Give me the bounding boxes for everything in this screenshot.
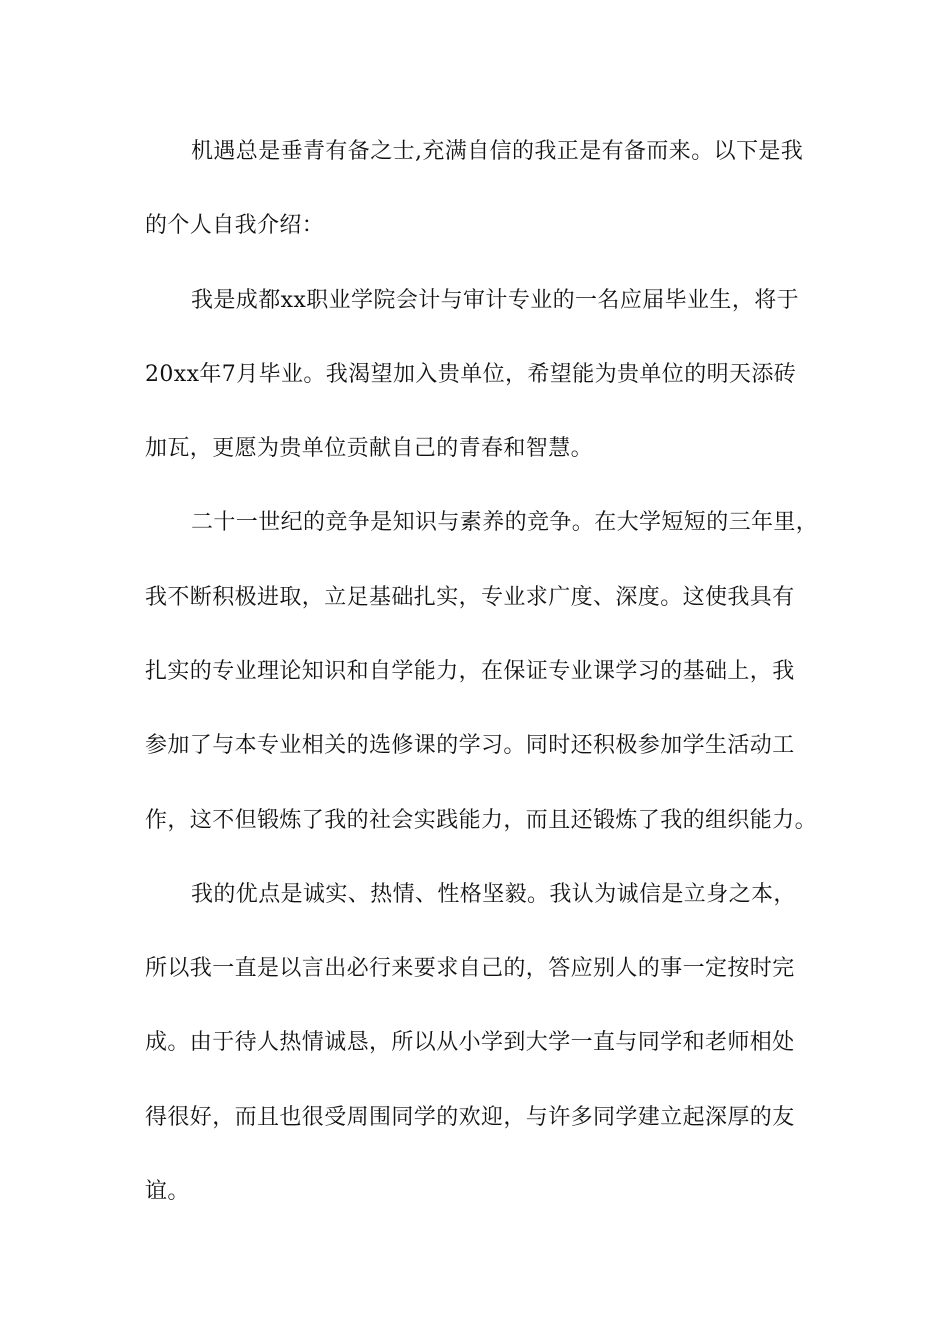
paragraph-line: 作，这不但锻炼了我的社会实践能力，而且还锻炼了我的组织能力。 [145, 808, 818, 833]
paragraph-line: 我不断积极进取，立足基础扎实，专业求广度、深度。这使我具有 [145, 585, 795, 610]
paragraph-line: 加瓦，更愿为贵单位贡献自己的青春和智慧。 [145, 436, 594, 461]
paragraph-line: 机遇总是垂青有备之士,充满自信的我正是有备而来。以下是我 [191, 139, 804, 164]
paragraph-line: 的个人自我介绍： [145, 213, 325, 238]
paragraph-line: 扎实的专业理论知识和自学能力，在保证专业课学习的基础上，我 [145, 659, 795, 684]
paragraph-line: 我是成都xx职业学院会计与审计专业的一名应届毕业生，将于 [191, 288, 800, 313]
paragraph-line: 二十一世纪的竞争是知识与素养的竞争。在大学短短的三年里， [191, 510, 819, 535]
paragraph-line: 参加了与本专业相关的选修课的学习。同时还积极参加学生活动工 [145, 733, 795, 758]
paragraph-line: 所以我一直是以言出必行来要求自己的，答应别人的事一定按时完 [145, 956, 795, 981]
paragraph-line: 20xx年7月毕业。我渴望加入贵单位，希望能为贵单位的明天添砖 [145, 362, 797, 387]
paragraph-line: 成。由于待人热情诚恳，所以从小学到大学一直与同学和老师相处 [145, 1030, 795, 1055]
paragraph-line: 得很好，而且也很受周围同学的欢迎，与许多同学建立起深厚的友 [145, 1105, 795, 1130]
paragraph-line: 我的优点是诚实、热情、性格坚毅。我认为诚信是立身之本， [191, 882, 796, 907]
paragraph-line: 谊。 [145, 1179, 190, 1204]
